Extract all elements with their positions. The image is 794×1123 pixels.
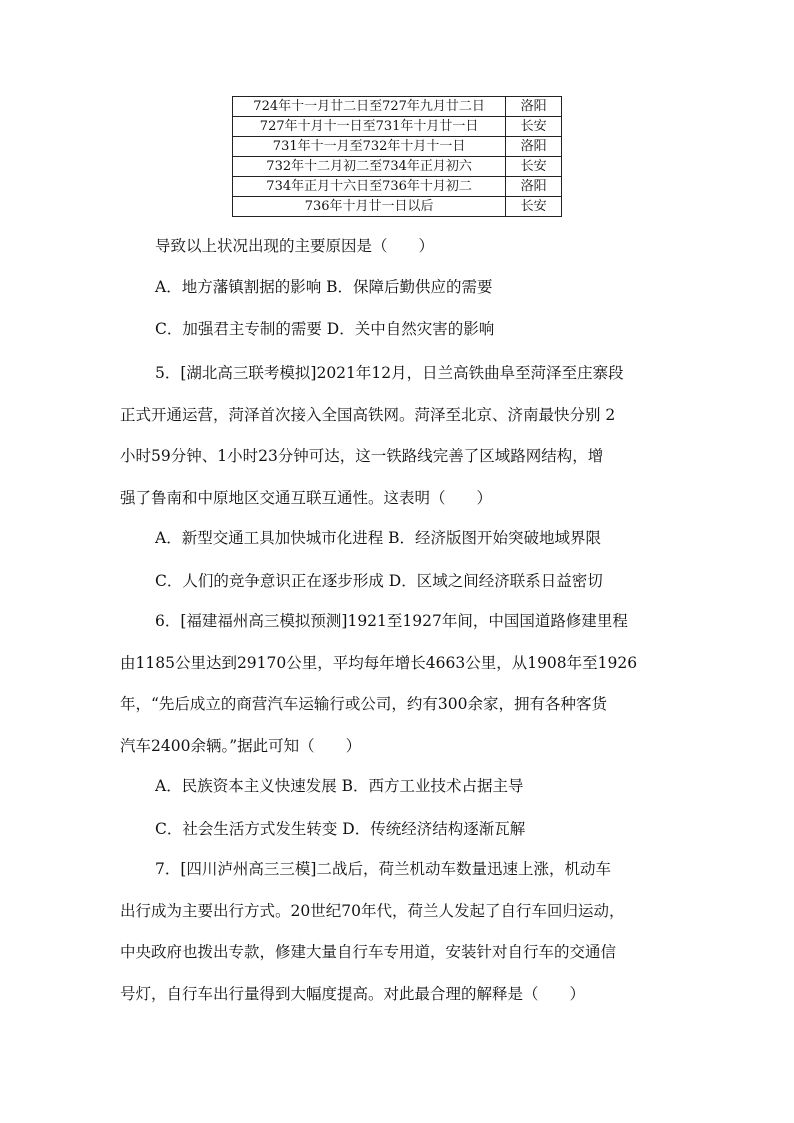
q6-stem-line2: 由1185公里达到29170公里，平均每年增长4663公里，从1908年至1926	[120, 654, 638, 672]
period-cell: 736年十月廿一日以后	[233, 197, 506, 217]
q4-options-ab: A．地方藩镇割据的影响 B．保障后勤供应的需要	[155, 278, 493, 296]
period-cell: 727年十月十一日至731年十月廿一日	[233, 117, 506, 137]
q6-stem-line4: 汽车2400余辆。”据此可知（ ）	[120, 737, 362, 755]
q6-stem-line3: 年，“先后成立的商营汽车运输行或公司，约有300余家，拥有各种客货	[120, 695, 608, 713]
q6-options-cd: C．社会生活方式发生转变 D．传统经济结构逐渐瓦解	[155, 820, 526, 838]
q7-stem-line2: 出行成为主要出行方式。20世纪70年代，荷兰人发起了自行车回归运动，	[120, 902, 625, 920]
place-cell: 洛阳	[506, 177, 562, 197]
table-row	[233, 197, 562, 217]
capital-schedule-table	[232, 96, 562, 217]
place-cell: 洛阳	[506, 137, 562, 157]
table-row	[233, 117, 562, 137]
place-cell: 洛阳	[506, 97, 562, 117]
q5-options-ab: A．新型交通工具加快城市化进程 B．经济版图开始突破地域界限	[155, 529, 602, 547]
q6-stem-line1: 6．[福建福州高三模拟预测]1921至1927年间，中国国道路修建里程	[155, 612, 628, 630]
period-cell: 732年十二月初二至734年正月初六	[233, 157, 506, 177]
q5-stem-line2: 正式开通运营，菏泽首次接入全国高铁网。菏泽至北京、济南最快分别 2	[120, 406, 616, 424]
q7-stem-line1: 7．[四川泸州高三三模]二战后，荷兰机动车数量迅速上涨，机动车	[155, 860, 611, 878]
q5-options-cd: C．人们的竞争意识正在逐步形成 D．区域之间经济联系日益密切	[155, 572, 603, 590]
table-row	[233, 137, 562, 157]
table-row	[233, 97, 562, 117]
q4-stem: 导致以上状况出现的主要原因是（ ）	[155, 237, 435, 255]
q7-stem-line4: 号灯，自行车出行量得到大幅度提高。对此最合理的解释是（ ）	[120, 985, 586, 1003]
period-cell: 731年十一月至732年十月十一日	[233, 137, 506, 157]
q6-options-ab: A．民族资本主义快速发展 B．西方工业技术占据主导	[155, 777, 524, 795]
q4-options-cd: C．加强君主专制的需要 D．关中自然灾害的影响	[155, 320, 495, 338]
q7-stem-line3: 中央政府也拨出专款，修建大量自行车专用道，安装针对自行车的交通信	[120, 943, 617, 961]
q5-stem-line3: 小时59分钟、1小时23分钟可达，这一铁路线完善了区域路网结构，增	[120, 447, 604, 465]
table-row	[233, 157, 562, 177]
q5-stem-line1: 5．[湖北高三联考模拟]2021年12月，日兰高铁曲阜至菏泽至庄寨段	[155, 364, 624, 382]
period-cell: 734年正月十六日至736年十月初二	[233, 177, 506, 197]
q5-stem-line4: 强了鲁南和中原地区交通互联互通性。这表明（ ）	[120, 489, 493, 507]
place-cell: 长安	[506, 197, 562, 217]
place-cell: 长安	[506, 157, 562, 177]
period-cell: 724年十一月廿二日至727年九月廿二日	[233, 97, 506, 117]
place-cell: 长安	[506, 117, 562, 137]
table-row	[233, 177, 562, 197]
